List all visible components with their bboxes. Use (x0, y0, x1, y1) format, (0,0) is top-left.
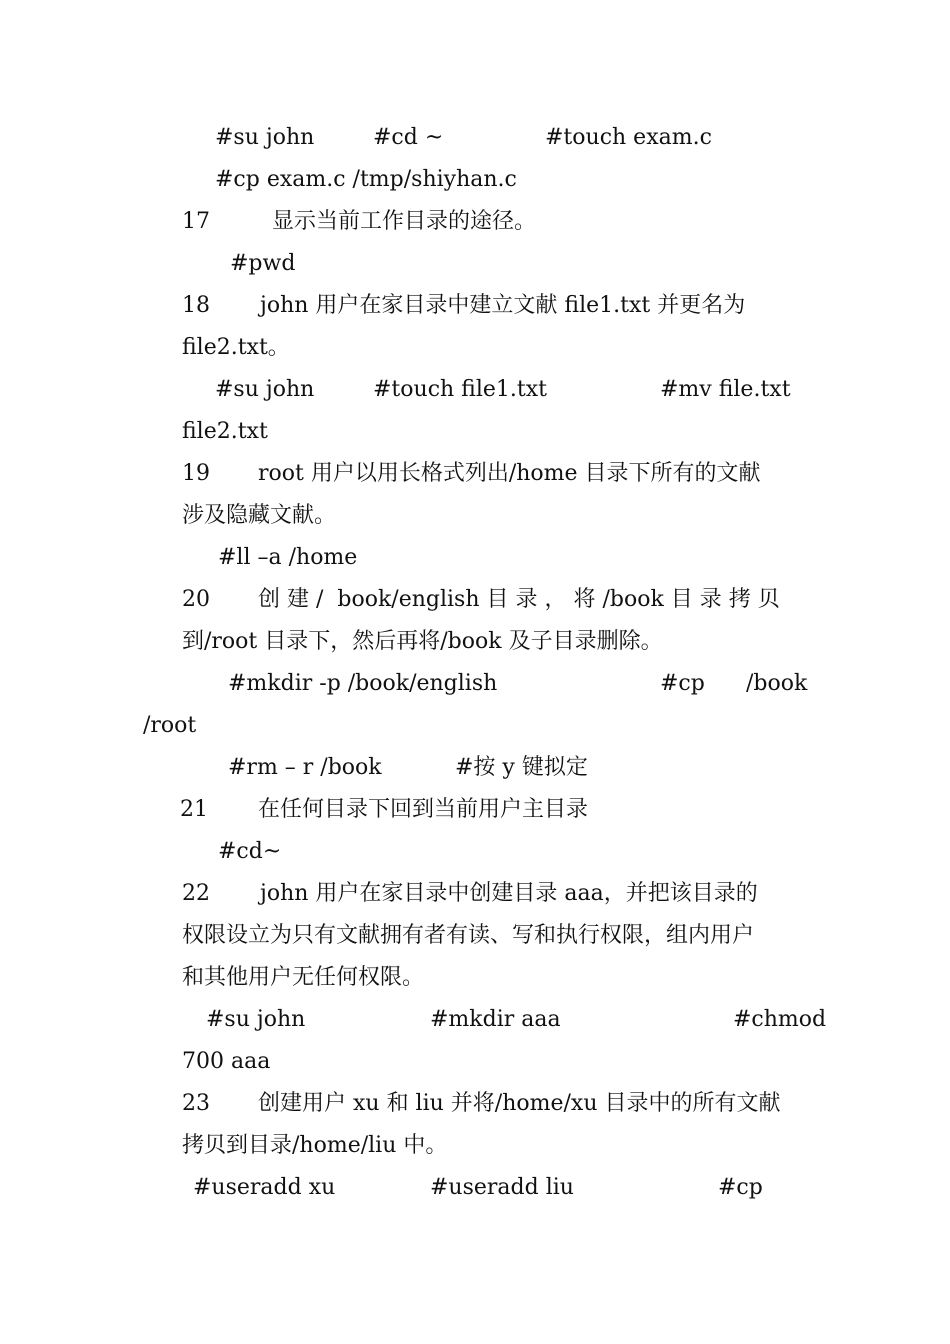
command: #cp (660, 671, 705, 696)
question-text-continued: file2.txt。 (182, 335, 290, 360)
question-number: 21 (180, 797, 208, 822)
command: #touch exam.c (545, 125, 712, 150)
command: #按 y 键拟定 (455, 755, 588, 780)
question-text: root 用户以用长格式列出/home 目录下所有的文献 (258, 461, 761, 486)
question-text: 显示当前工作目录的途径。 (272, 209, 537, 234)
question-number: 20 (182, 587, 210, 612)
command-line: /root (143, 713, 197, 738)
question-text: 在任何目录下回到当前用户主目录 (258, 797, 589, 822)
command: #touch file1.txt (373, 377, 547, 402)
command: #su john (215, 125, 315, 150)
question-text: 创建用户 xu 和 liu 并将/home/xu 目录中的所有文献 (258, 1091, 781, 1116)
command-line: file2.txt (182, 419, 268, 444)
question-text-continued: 拷贝到目录/home/liu 中。 (182, 1133, 448, 1158)
command: #chmod (733, 1007, 827, 1032)
question-number: 23 (182, 1091, 210, 1116)
command-line: #pwd (230, 251, 296, 276)
question-19 (0, 460, 950, 572)
question-number: 17 (182, 209, 210, 234)
command: #cp (718, 1175, 763, 1200)
command: #useradd liu (430, 1175, 574, 1200)
command: #rm – r /book (228, 755, 382, 780)
question-number: 18 (182, 293, 210, 318)
command-line: #cd~ (218, 839, 282, 864)
command-line (0, 1174, 950, 1314)
command: #mkdir aaa (430, 1007, 561, 1032)
command: /book (746, 671, 808, 696)
command: #useradd xu (193, 1175, 336, 1200)
command-line: 700 aaa (182, 1049, 271, 1074)
question-number: 22 (182, 881, 210, 906)
question-text: john 用户在家目录中创建目录 aaa，并把该目录的 (260, 881, 758, 906)
command: #su john (215, 377, 315, 402)
question-text-continued: 涉及隐藏文献。 (182, 503, 337, 528)
question-text-continued: 和其他用户无任何权限。 (182, 965, 425, 990)
command: #cd ~ (373, 125, 444, 150)
question-text: 创 建 / book/english 目 录 ， 将 /book 目 录 拷 贝 (258, 587, 780, 612)
question-text-continued: 权限设立为只有文献拥有者有读、写和执行权限，组内用户 (182, 923, 755, 948)
command: #mv file.txt (660, 377, 791, 402)
question-text-continued: 到/root 目录下，然后再将/book 及子目录删除。 (182, 629, 663, 654)
command: #mkdir -p /book/english (228, 671, 498, 696)
command-line: #ll –a /home (218, 545, 358, 570)
command-line: #cp exam.c /tmp/shiyhan.c (215, 167, 517, 192)
question-text: john 用户在家目录中建立文献 file1.txt 并更名为 (260, 293, 746, 318)
question-number: 19 (182, 461, 210, 486)
command: #su john (206, 1007, 306, 1032)
